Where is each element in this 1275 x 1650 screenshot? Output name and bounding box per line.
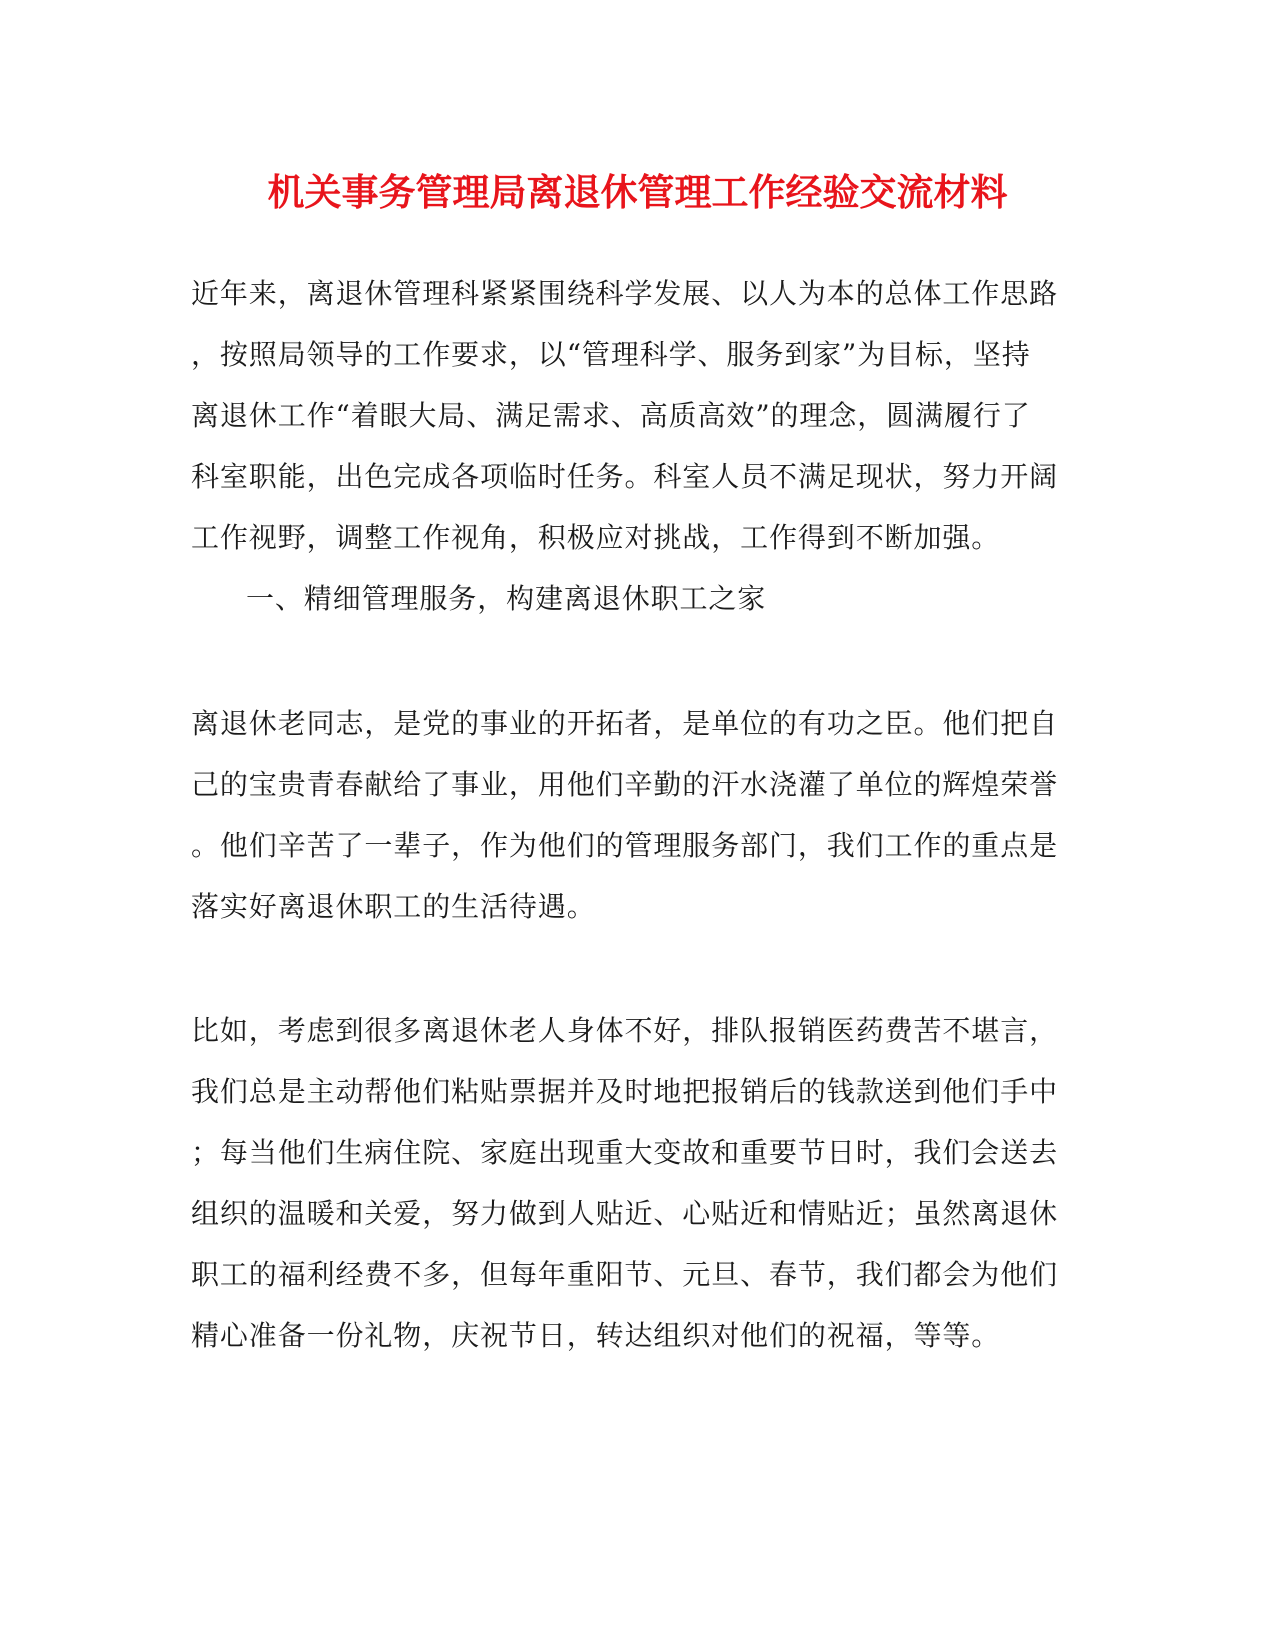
paragraph-line: 近年来，离退休管理科紧紧围绕科学发展、以人为本的总体工作思路 [191, 277, 1059, 310]
paragraph-line: ；每当他们生病住院、家庭出现重大变故和重要节日时，我们会送去 [191, 1136, 1059, 1169]
section-heading: 一、精细管理服务，构建离退休职工之家 [246, 582, 767, 615]
paragraph-line: 工作视野，调整工作视角，积极应对挑战，工作得到不断加强。 [191, 521, 1001, 554]
paragraph-line: ，按照局领导的工作要求，以“管理科学、服务到家”为目标，坚持 [191, 338, 1031, 371]
paragraph-line: 职工的福利经费不多，但每年重阳节、元旦、春节，我们都会为他们 [191, 1258, 1059, 1291]
paragraph-line: 比如，考虑到很多离退休老人身体不好，排队报销医药费苦不堪言， [191, 1014, 1059, 1047]
paragraph-line: 精心准备一份礼物，庆祝节日，转达组织对他们的祝福，等等。 [191, 1319, 1001, 1352]
paragraph-line: 离退休老同志，是党的事业的开拓者，是单位的有功之臣。他们把自 [191, 707, 1059, 740]
paragraph-line: 落实好离退休职工的生活待遇。 [191, 890, 596, 923]
paragraph-line: 我们总是主动帮他们粘贴票据并及时地把报销后的钱款送到他们手中 [191, 1075, 1059, 1108]
paragraph-line: 科室职能，出色完成各项临时任务。科室人员不满足现状，努力开阔 [191, 460, 1059, 493]
document-title: 机关事务管理局离退休管理工作经验交流材料 [267, 170, 1008, 214]
paragraph-line: 己的宝贵青春献给了事业，用他们辛勤的汗水浇灌了单位的辉煌荣誉 [191, 768, 1059, 801]
paragraph-line: 离退休工作“着眼大局、满足需求、高质高效”的理念，圆满履行了 [191, 399, 1031, 432]
paragraph-line: 。他们辛苦了一辈子，作为他们的管理服务部门，我们工作的重点是 [191, 829, 1059, 862]
paragraph-line: 组织的温暖和关爱，努力做到人贴近、心贴近和情贴近；虽然离退休 [191, 1197, 1059, 1230]
